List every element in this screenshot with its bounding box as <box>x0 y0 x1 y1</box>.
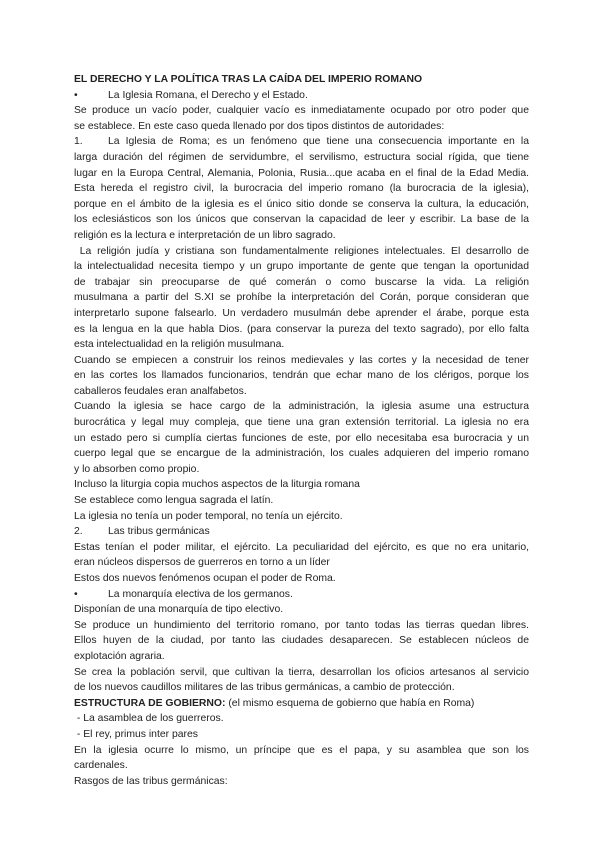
text-line: Estas tenían el poder militar, el ejército. La peculiaridad del ejército, es que no era unitario, <box>74 541 529 553</box>
paragraph-administracion <box>74 399 529 477</box>
item-number: 2. <box>74 526 83 538</box>
bullet-icon: • <box>74 588 78 600</box>
text-line: de los nuevos caudillos militares de las tribus germánicas, a cambio de protección. <box>74 682 455 694</box>
dash-item-rey: - El rey, primus inter pares <box>74 728 198 740</box>
text-line: Ellos huyen de la ciudad, por tanto las ciudades desaparecen. Se establecen núcleos de <box>74 635 529 647</box>
text-line: interpretarlo supone falsearlo. Un verdadero musulmán debe aprender el árabe, porque esta <box>74 307 529 319</box>
text-line: Esta hereda el registro civil, la burocracia del imperio romano (la burocracia de la iglesia), <box>74 183 529 195</box>
text-line: un estado pero si cumplía ciertas funciones de este, por ello necesitaba esa burocracia y un <box>74 432 529 444</box>
paragraph-estructura-gobierno <box>74 696 529 712</box>
text-line: caballeros feudales eran analfabetos. <box>74 385 247 397</box>
item-text: La Iglesia de Roma; es un fenómeno que tiene una consecuencia importante en la <box>108 136 529 148</box>
text-line: larga duración del régimen de servidumbre, el servilismo, estructura social rígida, que tiene <box>74 151 529 163</box>
text-line: lugar en la Europa Central, Alemania, Polonia, Rusia...que acaba en el final de la Edad Media. <box>74 167 529 179</box>
text-line: esta intelectualidad en la religión musulmana. <box>74 339 285 351</box>
text-line: de trabajar sin preocuparse de qué comerán o como buscarse la vida. La religión <box>74 276 529 288</box>
paragraph-iglesia-roma <box>74 150 529 244</box>
numbered-item-1 <box>74 134 529 150</box>
bullet-item-iglesia-romana <box>74 88 529 104</box>
text-line: En la iglesia ocurre lo mismo, un príncipe que es el papa, y su asamblea que son los <box>74 744 529 756</box>
paragraph-rasgos: Rasgos de las tribus germánicas: <box>74 775 228 787</box>
text-line: religión es la lectura e interpretación de un libro sagrado. <box>74 229 336 241</box>
text-line: Cuando se empiecen a construir los reinos medievales y las cortes y la necesidad de tener <box>74 354 529 366</box>
document-title: EL DERECHO Y LA POLÍTICA TRAS LA CAÍDA DEL IMPERIO ROMANO <box>74 74 423 85</box>
section-label: ESTRUCTURA DE GOBIERNO: <box>74 697 226 709</box>
text-line: Se produce un vacío poder, cualquier vacío es inmediatamente ocupado por otro poder que <box>74 105 529 117</box>
text-line: se establece. En este caso queda llenado por dos tipos distintos de autoridades: <box>74 120 445 132</box>
bullet-item-monarquia <box>74 587 529 603</box>
paragraph-vacio-poder <box>74 103 529 134</box>
text-line: porque en el ámbito de la iglesia es el único sitio donde se conserva la cultura, la educación, <box>74 198 529 210</box>
text-line: La religión judía y cristiana son fundamentalmente religiones intelectuales. El desarrollo de <box>74 245 529 257</box>
paragraph-religiones-intelectuales <box>74 244 529 353</box>
dash-item-asamblea: - La asamblea de los guerreros. <box>74 713 224 725</box>
bullet-icon: • <box>74 89 78 101</box>
text-line: en las cortes los llamados funcionarios, tendrán que echar mano de los clérigos, porque los <box>74 370 529 382</box>
paragraph-poder-temporal: La iglesia no tenía un poder temporal, no tenía un ejército. <box>74 510 343 522</box>
text-line: y lo absorben como propio. <box>74 463 200 475</box>
text-line: explotación agraria. <box>74 650 165 662</box>
text-line: Se produce un hundimiento del territorio romano, por tanto todas las tierras quedan libres. <box>74 619 529 631</box>
bullet-text: La monarquía electiva de los germanos. <box>108 588 293 600</box>
paragraph-monarquia-electiva: Disponían de una monarquía de tipo electivo. <box>74 604 284 616</box>
text-line: los eclesiásticos son los únicos que conservan la capacidad de leer y escribir. La base de la <box>74 214 529 226</box>
paragraph-iglesia-papa <box>74 743 529 774</box>
item-text: Las tribus germánicas <box>108 526 210 538</box>
paragraph-latin: Se establece como lengua sagrada el latín. <box>74 495 274 507</box>
numbered-item-2 <box>74 524 529 540</box>
text-line: eran núcleos dispersos de guerreros en torno a un líder <box>74 557 330 569</box>
bullet-text: La Iglesia Romana, el Derecho y el Estado. <box>108 89 308 101</box>
document-body <box>74 72 529 789</box>
item-number: 1. <box>74 136 83 148</box>
text-line: musulmana a partir del S.XI se prohíbe la interpretación del Corán, porque consideran que <box>74 292 529 304</box>
paragraph-poblacion-servil <box>74 665 529 696</box>
text-line: burocrática y legal muy compleja, que tiene una gran extensión territorial. La iglesia no era <box>74 417 529 429</box>
text-line: cuerpo legal que se encargue de la administración, los cuales adquieren del imperio romano <box>74 448 529 460</box>
paragraph-hundimiento <box>74 618 529 665</box>
paragraph-liturgia: Incluso la liturgia copia muchos aspectos de la liturgia romana <box>74 479 360 491</box>
text-line: Se crea la población servil, que cultivan la tierra, desarrollan los oficios artesanos al servicio <box>74 666 529 678</box>
paragraph-reinos-medievales <box>74 353 529 400</box>
text-line: es la lengua en la que habla Dios. (para conservar la pureza del texto sagrado), por ello falta <box>74 323 529 335</box>
paragraph-poder-militar <box>74 540 529 571</box>
paragraph-nuevos-fenomenos: Estos dos nuevos fenómenos ocupan el poder de Roma. <box>74 573 336 584</box>
text-line: cardenales. <box>74 760 128 772</box>
text-line: la intelectualidad necesita tiempo y un grupo importante de gente que tengan la oportunidad <box>74 261 529 273</box>
text-line: Cuando la iglesia se hace cargo de la administración, la iglesia asume una estructura <box>74 401 529 413</box>
section-note: (el mismo esquema de gobierno que había en Roma) <box>225 697 475 709</box>
